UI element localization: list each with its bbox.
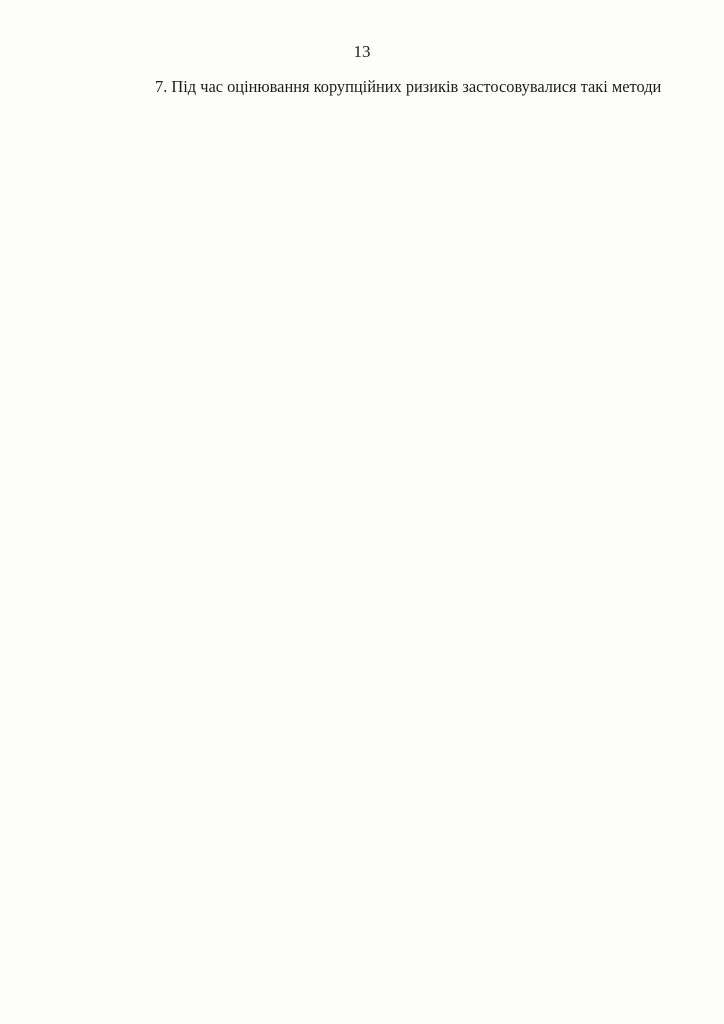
paragraph-7: 7. Під час оцінювання корупційних ризиків застосовувалися такі методи	[155, 77, 662, 96]
body-text	[117, 75, 689, 99]
page-number: 13	[353, 42, 371, 61]
